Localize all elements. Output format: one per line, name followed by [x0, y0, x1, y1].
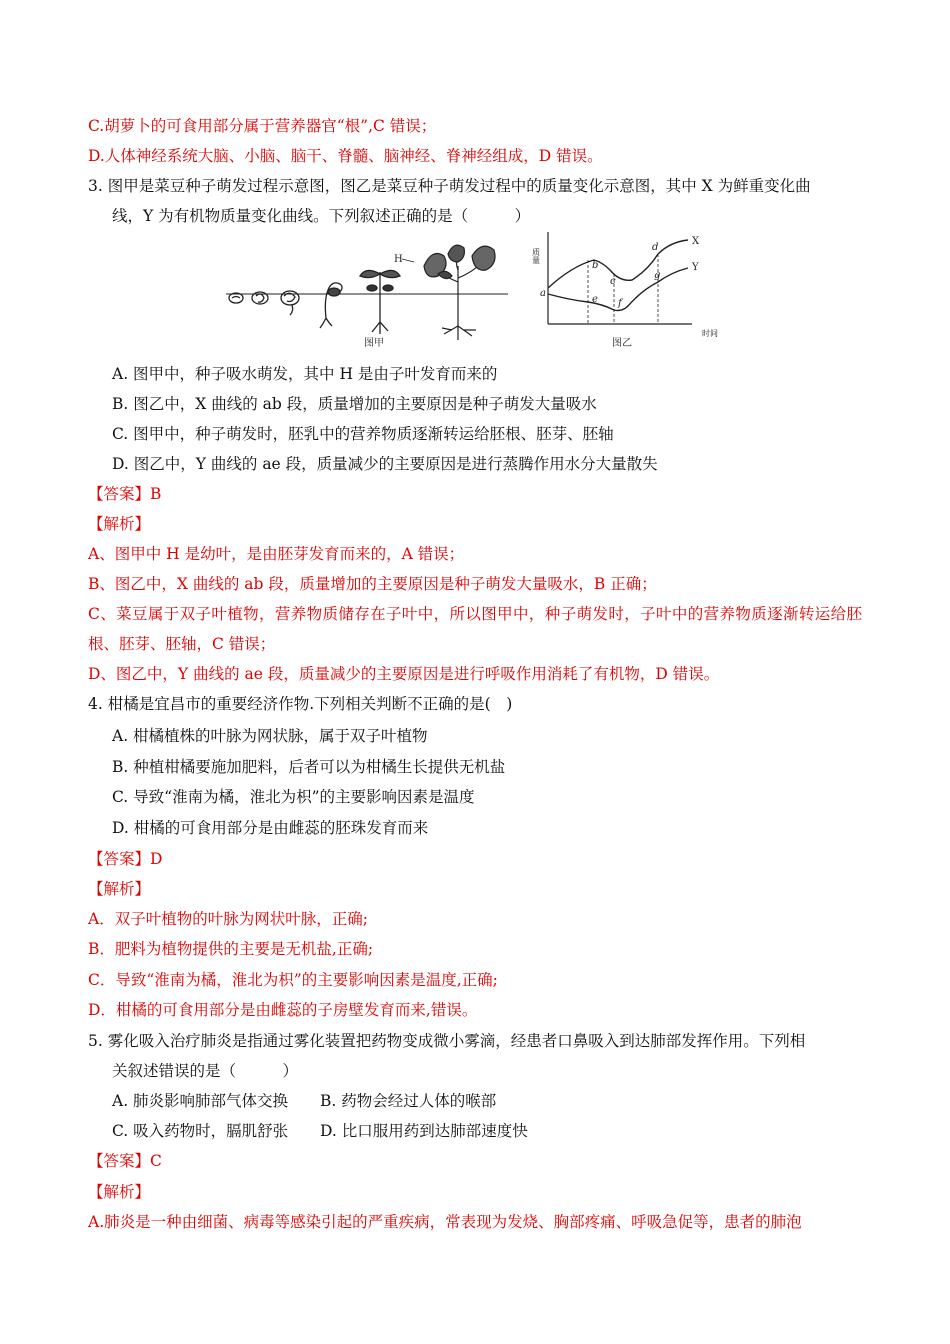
q5-option-a: A. 肺炎影响肺部气体交换 — [112, 1092, 289, 1110]
seed-stage-4-icon — [320, 283, 342, 328]
q5-stem-line1: 5. 雾化吸入治疗肺炎是指通过雾化装置把药物变成微小雾滴，经患者口鼻吸入到达肺部发挥作用。下列相 — [88, 1032, 806, 1050]
prev-analysis-d: D.人体神经系统大脑、小脑、脑干、脊髓、脑神经、脊神经组成，D 错误。 — [88, 147, 603, 165]
point-d: d — [652, 242, 659, 253]
y-axis-label: 质量 — [531, 248, 541, 264]
q5-answer: 【答案】C — [88, 1152, 162, 1170]
q5-options-row1 — [112, 1091, 862, 1111]
seed-stage-5-icon — [360, 270, 400, 334]
q5-option-b: B. 药物会经过人体的喉部 — [320, 1092, 497, 1110]
point-c: c — [610, 276, 616, 287]
q3-option-b: B. 图乙中，X 曲线的 ab 段，质量增加的主要原因是种子萌发大量吸水 — [112, 395, 597, 413]
q3-option-a: A. 图甲中，种子吸水萌发，其中 H 是由子叶发育而来的 — [112, 365, 498, 383]
seed-stage-6-icon — [424, 245, 495, 340]
q4-option-a: A. 柑橘植株的叶脉为网状脉，属于双子叶植物 — [112, 727, 428, 745]
q3-option-d: D. 图乙中，Y 曲线的 ae 段，质量减少的主要原因是进行蒸腾作用水分大量散失 — [112, 455, 658, 473]
q3-analysis-b: B、图乙中，X 曲线的 ab 段，质量增加的主要原因是种子萌发大量吸水，B 正确； — [88, 575, 657, 593]
q3-analysis-title: 【解析】 — [88, 515, 151, 533]
point-g: g — [654, 270, 661, 281]
q3-answer: 【答案】B — [88, 485, 162, 503]
q4-analysis-d: D．柑橘的可食用部分是由雌蕊的子房壁发育而来,错误。 — [88, 1001, 478, 1019]
mass-chart — [548, 232, 692, 324]
prev-analysis-c: C.胡萝卜的可食用部分属于营养器官“根”,C 错误； — [88, 117, 437, 135]
q4-answer: 【答案】D — [88, 850, 163, 868]
q5-analysis-title: 【解析】 — [88, 1183, 151, 1201]
q3-analysis-a: A、图甲中 H 是幼叶，是由胚芽发育而来的，A 错误； — [88, 545, 465, 563]
caption-a: 图甲 — [364, 338, 384, 349]
point-a: a — [540, 288, 546, 299]
seed-stage-2-icon — [252, 292, 268, 304]
q4-analysis-c: C．导致“淮南为橘，淮北为枳”的主要影响因素是温度,正确; — [88, 971, 498, 989]
x-axis-label: 时间 — [702, 329, 718, 338]
q5-options-row2 — [112, 1121, 862, 1141]
q5-option-d: D. 比口服用药到达肺部速度快 — [320, 1122, 528, 1140]
point-f: f — [618, 298, 622, 309]
q3-figure — [222, 226, 728, 352]
q5-stem-line2: 关叙述错误的是（ ） — [112, 1062, 299, 1080]
q3-stem-line2: 线，Y 为有机物质量变化曲线。下列叙述正确的是（ ） — [112, 207, 531, 225]
curve-x — [548, 240, 688, 288]
q5-option-c: C. 吸入药物时，膈肌舒张 — [112, 1122, 289, 1140]
q4-stem: 4. 柑橘是宜昌市的重要经济作物.下列相关判断不正确的是( ) — [88, 695, 513, 713]
q3-stem-line1: 3. 图甲是菜豆种子萌发过程示意图，图乙是菜豆种子萌发过程中的质量变化示意图，其中 X 为鲜重变化曲 — [88, 177, 811, 195]
q4-analysis-a: A．双子叶植物的叶脉为网状叶脉，正确; — [88, 910, 368, 928]
q4-analysis-title: 【解析】 — [88, 880, 151, 898]
q4-option-b: B. 种植柑橘要施加肥料，后者可以为柑橘生长提供无机盐 — [112, 758, 506, 776]
q3-option-c: C. 图甲中，种子萌发时，胚乳中的营养物质逐渐转运给胚根、胚芽、胚轴 — [112, 425, 614, 443]
curve-y-label: Y — [692, 262, 699, 273]
q5-analysis-a: A.肺炎是一种由细菌、病毒等感染引起的严重疾病，常表现为发烧、胸部疼痛、呼吸急促等，患者的肺泡 — [88, 1213, 802, 1231]
q3-analysis-c: C、菜豆属于双子叶植物，营养物质储存在子叶中，所以图甲中，种子萌发时，子叶中的营养物质逐渐转运给胚根、胚芽、胚轴，C 错误； — [88, 605, 862, 653]
point-e: e — [592, 294, 598, 305]
caption-b: 图乙 — [612, 338, 632, 349]
curve-x-label: X — [692, 236, 700, 247]
q4-analysis-b: B．肥料为植物提供的主要是无机盐,正确; — [88, 940, 374, 958]
q3-analysis-d: D、图乙中，Y 曲线的 ae 段，质量减少的主要原因是进行呼吸作用消耗了有机物，D 错误。 — [88, 665, 720, 683]
h-label: H — [394, 254, 403, 265]
q4-option-d: D. 柑橘的可食用部分是由雌蕊的胚珠发育而来 — [112, 819, 429, 837]
point-b: b — [592, 260, 599, 271]
q4-option-c: C. 导致“淮南为橘，淮北为枳”的主要影响因素是温度 — [112, 788, 475, 806]
seed-stage-3-icon — [281, 291, 299, 315]
